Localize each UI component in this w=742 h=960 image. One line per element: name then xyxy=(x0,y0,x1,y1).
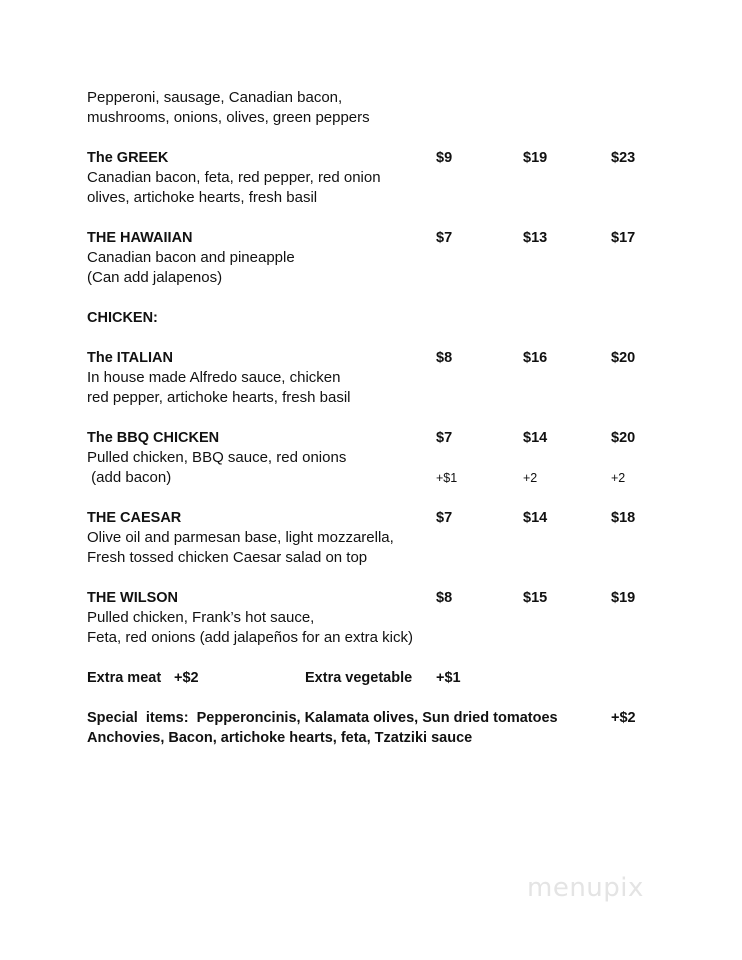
extra-meat-price: +$2 xyxy=(174,670,199,686)
item-name-hawaiian: THE HAWAIIAN xyxy=(87,230,193,246)
item-desc-italian-1: In house made Alfredo sauce, chicken xyxy=(87,369,341,386)
item-desc-bbq-1: Pulled chicken, BBQ sauce, red onions xyxy=(87,449,347,466)
menupix-watermark: menupix xyxy=(527,873,644,903)
special-items-line-2: Anchovies, Bacon, artichoke hearts, feta, Tzatziki sauce xyxy=(87,730,473,746)
addon-small-bbq: +$1 xyxy=(436,471,458,485)
price-medium-caesar: $14 xyxy=(523,510,548,526)
item-desc-hawaiian-2: (Can add jalapenos) xyxy=(87,269,223,286)
item-desc-caesar-1: Olive oil and parmesan base, light mozzarella, xyxy=(87,529,394,546)
price-small-bbq: $7 xyxy=(436,430,453,446)
addon-medium-bbq: +2 xyxy=(523,471,538,485)
price-small-wilson: $8 xyxy=(436,590,453,606)
item-desc-bbq-2: (add bacon) xyxy=(87,469,172,486)
price-small-italian: $8 xyxy=(436,350,453,366)
item-name-greek: The GREEK xyxy=(87,150,169,166)
item-desc-italian-2: red pepper, artichoke hearts, fresh basil xyxy=(87,389,351,406)
item-desc-caesar-2: Fresh tossed chicken Caesar salad on top xyxy=(87,549,368,566)
intro-line-2: mushrooms, onions, olives, green peppers xyxy=(87,109,370,126)
special-items-price: +$2 xyxy=(611,710,636,726)
price-small-hawaiian: $7 xyxy=(436,230,453,246)
item-desc-hawaiian-1: Canadian bacon and pineapple xyxy=(87,249,295,266)
price-medium-wilson: $15 xyxy=(523,590,548,606)
item-desc-wilson-2: Feta, red onions (add jalapeños for an extra kick) xyxy=(87,629,414,646)
addon-large-bbq: +2 xyxy=(611,471,626,485)
price-large-bbq: $20 xyxy=(611,430,636,446)
item-desc-greek-1: Canadian bacon, feta, red pepper, red onion xyxy=(87,169,381,186)
item-desc-wilson-1: Pulled chicken, Frank’s hot sauce, xyxy=(87,609,315,626)
extra-meat-label: Extra meat xyxy=(87,670,162,686)
price-small-greek: $9 xyxy=(436,150,453,166)
price-large-hawaiian: $17 xyxy=(611,230,636,246)
price-small-caesar: $7 xyxy=(436,510,453,526)
section-header-chicken: CHICKEN: xyxy=(87,310,158,326)
price-large-italian: $20 xyxy=(611,350,636,366)
extra-vegetable-label: Extra vegetable xyxy=(305,670,413,686)
intro-line-1: Pepperoni, sausage, Canadian bacon, xyxy=(87,89,343,106)
price-medium-bbq: $14 xyxy=(523,430,548,446)
price-large-caesar: $18 xyxy=(611,510,636,526)
extra-vegetable-price: +$1 xyxy=(436,670,461,686)
price-medium-greek: $19 xyxy=(523,150,548,166)
item-name-bbq-chicken: The BBQ CHICKEN xyxy=(87,430,220,446)
price-large-greek: $23 xyxy=(611,150,636,166)
item-name-italian: The ITALIAN xyxy=(87,350,173,366)
item-name-caesar: THE CAESAR xyxy=(87,510,182,526)
price-medium-italian: $16 xyxy=(523,350,548,366)
price-large-wilson: $19 xyxy=(611,590,636,606)
special-items-line-1: Special items: Pepperoncinis, Kalamata olives, Sun dried tomatoes xyxy=(87,710,558,726)
price-medium-hawaiian: $13 xyxy=(523,230,548,246)
item-desc-greek-2: olives, artichoke hearts, fresh basil xyxy=(87,189,318,206)
item-name-wilson: THE WILSON xyxy=(87,590,179,606)
